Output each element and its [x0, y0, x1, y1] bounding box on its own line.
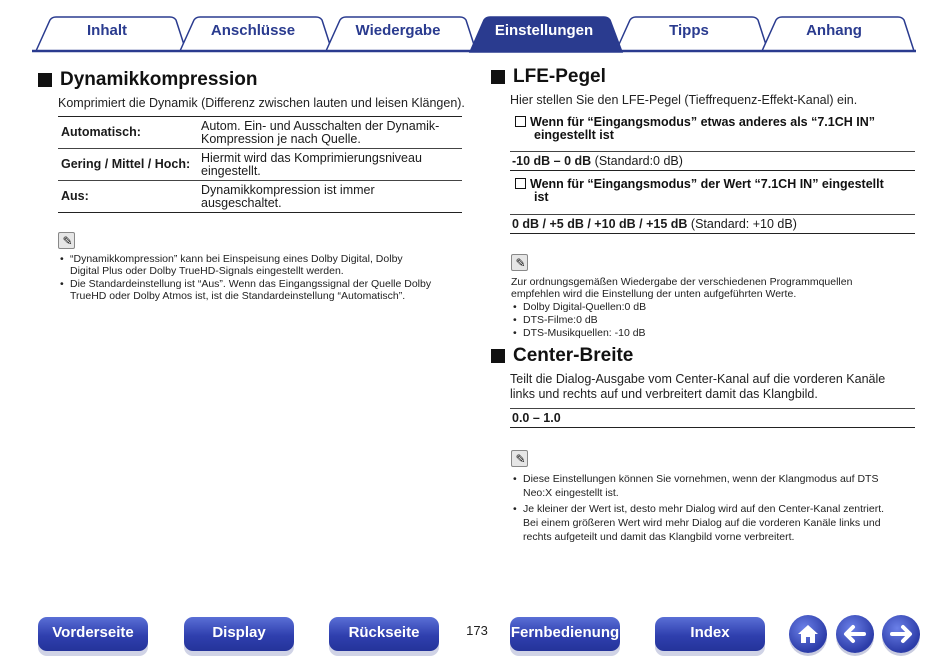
- list-item: • Dolby Digital-Quellen:0 dB: [511, 301, 921, 313]
- table-row: [58, 181, 462, 213]
- arrow-right-icon[interactable]: [882, 615, 920, 653]
- table-row: [58, 117, 462, 149]
- vorderseite-button[interactable]: Vorderseite: [38, 617, 148, 651]
- option-desc: Dynamikkompression ist immer ausgeschaltet.: [198, 181, 462, 213]
- fernbedienung-button[interactable]: Fernbedienung: [510, 617, 620, 651]
- section-square-icon: [491, 349, 505, 363]
- checkbox-square-icon: [515, 178, 526, 189]
- section-title-text: Dynamikkompression: [60, 69, 258, 90]
- table-row: [58, 149, 462, 181]
- lfe-range-2: 0 dB / +5 dB / +10 dB / +15 dB (Standard: +10 dB): [510, 214, 915, 234]
- note-pencil-icon: ✎: [511, 450, 528, 467]
- section-title-text: LFE-Pegel: [513, 66, 606, 87]
- tab-tipps[interactable]: Tipps: [669, 22, 709, 39]
- tab-anschluesse[interactable]: Anschlüsse: [210, 22, 296, 39]
- section-square-icon: [491, 70, 505, 84]
- tab-inhalt[interactable]: Inhalt: [87, 22, 127, 39]
- home-icon[interactable]: [789, 615, 827, 653]
- top-tab-bar: [0, 0, 950, 56]
- dynamik-options-table: [58, 116, 462, 213]
- dynamik-intro: Komprimiert die Dynamik (Differenz zwischen lauten und leisen Klängen).: [58, 96, 465, 110]
- option-key: Aus:: [58, 181, 198, 213]
- note-pencil-icon: ✎: [58, 232, 75, 249]
- option-desc: Autom. Ein- und Ausschalten der Dynamik- Kompression je nach Quelle.: [198, 117, 462, 149]
- lfe-condition-1: Wenn für “Eingangsmodus” etwas anderes als “7.1CH IN” eingestellt ist: [515, 116, 915, 142]
- section-square-icon: [38, 73, 52, 87]
- list-item: • DTS-Musikquellen: -10 dB: [511, 327, 921, 339]
- option-key: Gering / Mittel / Hoch:: [58, 149, 198, 181]
- section-title-center-breite: [491, 345, 633, 367]
- tab-einstellungen[interactable]: Einstellungen: [494, 22, 594, 39]
- display-button[interactable]: Display: [184, 617, 294, 651]
- lfe-range-1: -10 dB – 0 dB (Standard:0 dB): [510, 151, 915, 171]
- list-item: • DTS-Filme:0 dB: [511, 314, 921, 326]
- section-title-text: Center-Breite: [513, 345, 634, 366]
- tab-wiedergabe[interactable]: Wiedergabe: [355, 22, 441, 39]
- page-number: 173: [466, 623, 488, 638]
- rueckseite-button[interactable]: Rückseite: [329, 617, 439, 651]
- list-item: • Diese Einstellungen können Sie vornehmen, wenn der Klangmodus auf DTS Neo:X eingestellt ist.: [511, 472, 921, 500]
- list-item: • Je kleiner der Wert ist, desto mehr Dialog wird auf den Center-Kanal zentriert. Bei einem größeren Wert wird mehr Dialog auf die vorderen Kanäle links und rechts aufgeteilt und damit das Klangbild vorne verbreitert.: [511, 502, 921, 544]
- lfe-note-text: Zur ordnungsgemäßen Wiedergabe der verschiedenen Programmquellen empfehlen wird die Einstellung der unten aufgeführten Werte.: [511, 276, 853, 300]
- list-item: • Die Standardeinstellung ist “Aus”. Wenn das Eingangssignal der Quelle Dolby TrueHD oder Dolby Atmos ist, ist die Standardeinstellung “Automatisch”.: [58, 278, 468, 302]
- lfe-condition-2: Wenn für “Eingangsmodus” der Wert “7.1CH IN” eingestellt ist: [515, 178, 915, 204]
- arrow-left-icon[interactable]: [836, 615, 874, 653]
- option-key: Automatisch:: [58, 117, 198, 149]
- center-range: 0.0 – 1.0: [510, 408, 915, 428]
- section-title-lfe-pegel: [491, 66, 606, 88]
- option-desc: Hiermit wird das Komprimierungsniveau eingestellt.: [198, 149, 462, 181]
- index-button[interactable]: Index: [655, 617, 765, 651]
- section-title-dynamikkompression: [38, 69, 257, 91]
- dynamik-notes: [58, 253, 468, 303]
- note-pencil-icon: ✎: [511, 254, 528, 271]
- checkbox-square-icon: [515, 116, 526, 127]
- list-item: • “Dynamikkompression” kann bei Einspeisung eines Dolby Digital, Dolby Digital Plus oder Dolby TrueHD-Signals eingestellt werden.: [58, 253, 468, 277]
- lfe-note-list: [511, 301, 921, 340]
- tab-anhang[interactable]: Anhang: [806, 22, 862, 39]
- center-intro: Teilt die Dialog-Ausgabe vom Center-Kanal auf die vorderen Kanäle links und rechts auf und verbreitert damit das Klangbild.: [510, 372, 886, 401]
- lfe-intro: Hier stellen Sie den LFE-Pegel (Tieffrequenz-Effekt-Kanal) ein.: [510, 93, 858, 107]
- center-notes: [511, 472, 921, 545]
